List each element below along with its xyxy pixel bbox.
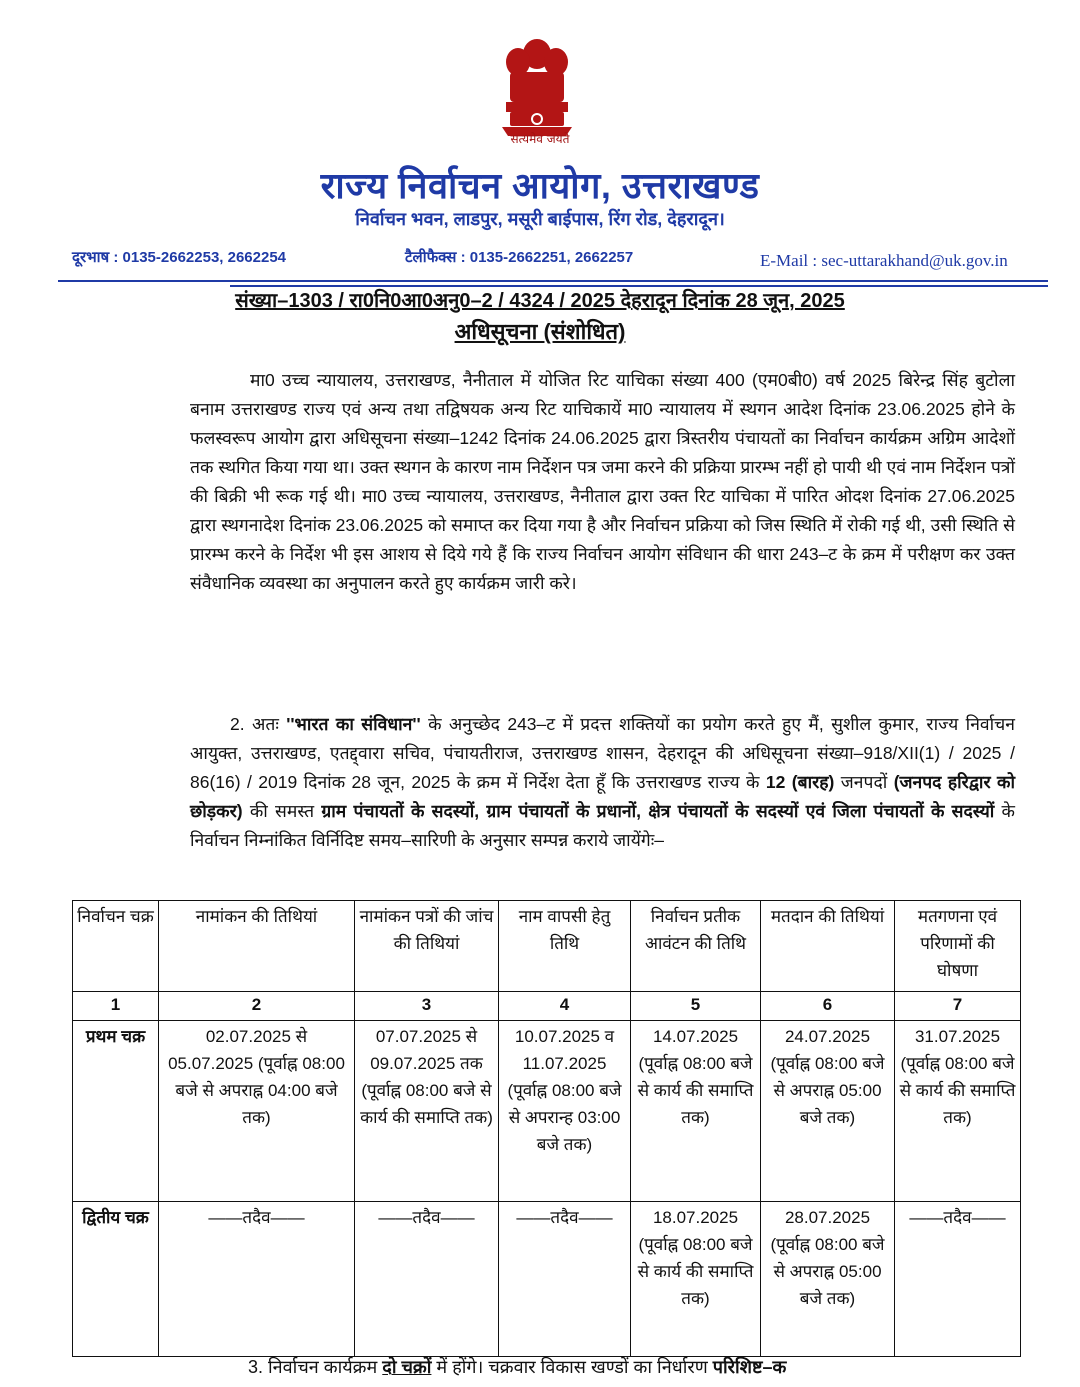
- table-cell: ——तदैव——: [895, 1202, 1021, 1357]
- table-header: निर्वाचन प्रतीक आवंटन की तिथि: [631, 901, 761, 992]
- table-cell: 14.07.2025 (पूर्वाह्न 08:00 बजे से कार्य की समाप्ति तक): [631, 1021, 761, 1202]
- table-cell: ——तदैव——: [499, 1202, 631, 1357]
- column-number: 6: [761, 992, 895, 1021]
- table-cell: ——तदैव——: [355, 1202, 499, 1357]
- column-number-row: [73, 992, 1021, 1021]
- organization-address: निर्वाचन भवन, लाडपुर, मसूरी बाईपास, रिंग रोड, देहरादून।: [355, 209, 725, 229]
- table-cell: ——तदैव——: [159, 1202, 355, 1357]
- table-header-row: [73, 901, 1021, 992]
- table-header: मतदान की तिथियां: [761, 901, 895, 992]
- table-cell: 10.07.2025 व 11.07.2025 (पूर्वाह्न 08:00 बजे से अपरान्ह 03:00 बजे तक): [499, 1021, 631, 1202]
- table-cell: 24.07.2025 (पूर्वाह्न 08:00 बजे से अपराह्न 05:00 बजे तक): [761, 1021, 895, 1202]
- table-cell: 28.07.2025 (पूर्वाह्न 08:00 बजे से अपराह्न 05:00 बजे तक): [761, 1202, 895, 1357]
- table-cell: 31.07.2025 (पूर्वाह्न 08:00 बजे से कार्य की समाप्ति तक): [895, 1021, 1021, 1202]
- table-header: नाम वापसी हेतु तिथि: [499, 901, 631, 992]
- table-header: नामांकन की तिथियां: [159, 901, 355, 992]
- column-number: 3: [355, 992, 499, 1021]
- table-header: निर्वाचन चक्र: [73, 901, 159, 992]
- column-number: 5: [631, 992, 761, 1021]
- column-number: 7: [895, 992, 1021, 1021]
- election-schedule-table: [72, 900, 1021, 1357]
- motto: सत्यमेव जयते: [510, 132, 570, 146]
- table-cell: 07.07.2025 से 09.07.2025 तक (पूर्वाह्न 08:00 बजे से कार्य की समाप्ति तक): [355, 1021, 499, 1202]
- paragraph-1: मा0 उच्च न्यायालय, उत्तराखण्ड, नैनीताल में योजित रिट याचिका संख्या 400 (एम0बी0) वर्ष 2025 बिरेन्द्र सिंह बुटोला बनाम उत्तराखण्ड राज्य एवं अन्य तथा तद्विषयक अन्य रिट याचिकायें मा0 न्यायालय में स्थगन आदेश दिनांक 23.06.2025 होने के फलस्वरूप आयोग द्वारा अधिसूचना संख्या–1242 दिनांक 24.06.2025 द्वारा त्रिस्तरीय पंचायतों का निर्वाचन कार्यक्रम अग्रिम आदेशों तक स्थगित किया गया था। उक्त स्थगन के कारण नाम निर्देशन पत्र जमा करने की प्रक्रिया प्रारम्भ नहीं हो पायी थी एवं नाम निर्देशन पत्रों की बिक्री भी रूक गई थी। मा0 उच्च न्यायालय, उत्तराखण्ड, नैनीताल द्वारा उक्त रिट याचिका में पारित ओदश दिनांक 27.06.2025 द्वारा स्थगनादेश दिनांक 23.06.2025 को समाप्त कर दिया गया है और निर्वाचन प्रक्रिया को जिस स्थिति में रोकी गई थी, उसी स्थिति से प्रारम्भ करने के निर्देश भी इस आशय से दिये गये हैं कि राज्य निर्वाचन आयोग संविधान की धारा 243–ट के क्रम में परीक्षण कर उक्त संवैधानिक व्यवस्था का अनुपालन करते हुए कार्यक्रम जारी करे।: [190, 370, 1015, 593]
- notice-title: अधिसूचना (संशोधित): [454, 319, 626, 344]
- table-header: मतगणना एवं परिणामों की घोषणा: [895, 901, 1021, 992]
- organization-name: राज्य निर्वाचन आयोग, उत्तराखण्ड: [320, 165, 760, 206]
- column-number: 4: [499, 992, 631, 1021]
- paragraph-3: 3. निर्वाचन कार्यक्रम दो चक्रों में होंगे। चक्रवार विकास खण्डों का निर्धारण परिशिष्ट–क: [248, 1357, 787, 1377]
- column-number: 1: [73, 992, 159, 1021]
- table-row-second-cycle: [73, 1202, 1021, 1357]
- table-cell: 02.07.2025 से 05.07.2025 (पूर्वाह्न 08:00 बजे से अपराह्न 04:00 बजे तक): [159, 1021, 355, 1202]
- column-number: 2: [159, 992, 355, 1021]
- phone-number: दूरभाष : 0135-2662253, 2662254: [72, 249, 287, 266]
- table-header: नामांकन पत्रों की जांच की तिथियां: [355, 901, 499, 992]
- cycle-cell: द्वितीय चक्र: [73, 1202, 159, 1357]
- email-address: E-Mail : sec-uttarakhand@uk.gov.in: [760, 251, 1008, 270]
- reference-line: संख्या–1303 / रा0नि0आ0अनु0–2 / 4324 / 2025 देहरादून दिनांक 28 जून, 2025: [235, 290, 845, 312]
- cycle-cell: प्रथम चक्र: [73, 1021, 159, 1202]
- paragraph-2: 2. अतः ''भारत का संविधान'' के अनुच्छेद 243–ट में प्रदत्त शक्तियों का प्रयोग करते हुए मैं, सुशील कुमार, राज्य निर्वाचन आयुक्त, उत्तराखण्ड, एतद्द्वारा सचिव, पंचायतीराज, उत्तराखण्ड शासन, देहरादून की अधिसूचना संख्या–918/XII(1) / 2025 / 86(16) / 2019 दिनांक 28 जून, 2025 के क्रम में निर्देश देता हूँ कि उत्तराखण्ड राज्य के 12 (बारह) जनपदों (जनपद हरिद्वार को छोड़कर) की समस्त ग्राम पंचायतों के सदस्यों, ग्राम पंचायतों के प्रधानों, क्षेत्र पंचायतों के सदस्यों एवं जिला पंचायतों के सदस्यों के निर्वाचन निम्नांकित विर्निदिष्ट समय–सारिणी के अनुसार सम्पन्न कराये जायेंगेः–: [190, 714, 1015, 850]
- table-row-first-cycle: [73, 1021, 1021, 1202]
- fax-number: टैलीफैक्स : 0135-2662251, 2662257: [405, 249, 634, 266]
- header-divider: [58, 280, 1048, 282]
- table-cell: 18.07.2025 (पूर्वाह्न 08:00 बजे से कार्य की समाप्ति तक): [631, 1202, 761, 1357]
